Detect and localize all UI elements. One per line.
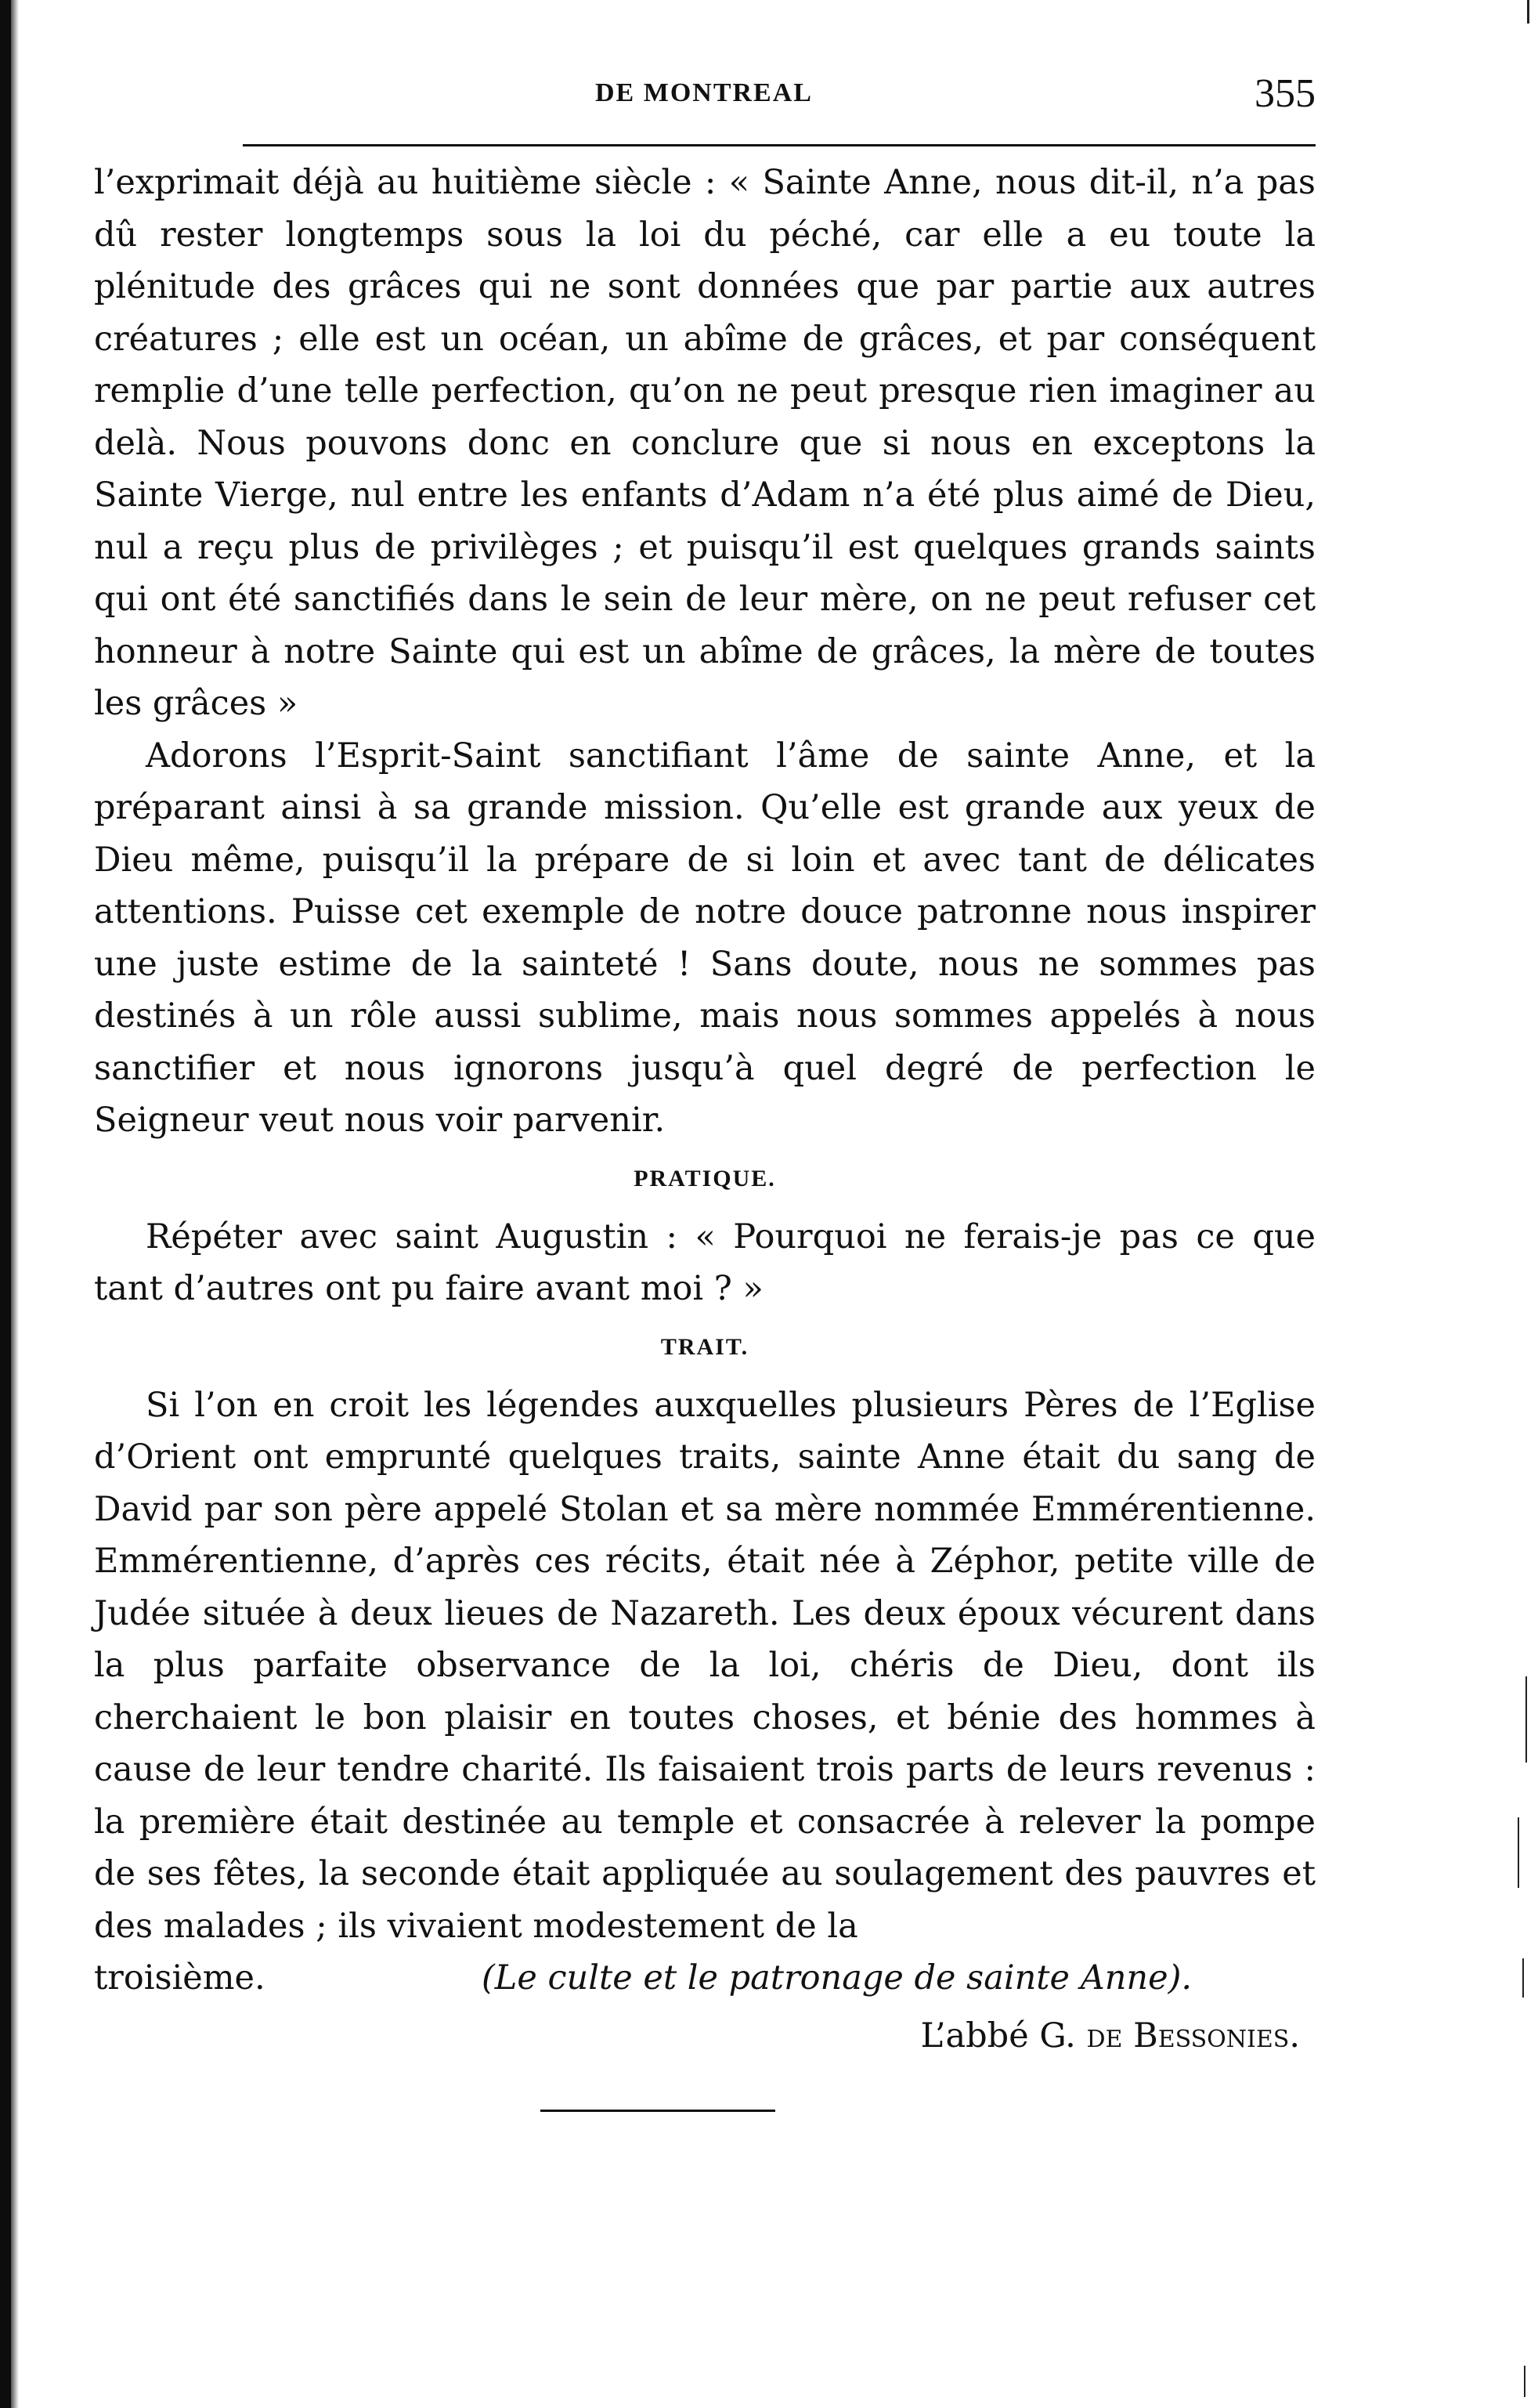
end-rule	[540, 2110, 775, 2112]
running-head	[94, 63, 1316, 157]
source-citation: (Le culte et le patronage de sainte Anne).	[482, 1958, 1193, 1998]
citation-line	[94, 1952, 1316, 2005]
author-signature	[94, 2005, 1316, 2067]
trait-last-word: troisième.	[94, 1958, 265, 1998]
heading-pratique: PRATIQUE.	[634, 1165, 776, 1191]
text-block	[94, 157, 1316, 2112]
running-title: DE MONTREAL	[595, 78, 813, 107]
header-rule	[243, 144, 1316, 146]
paragraph-pratique: Répéter avec saint Augustin : « Pourquoi ne ferais-je pas ce que tant d’autres ont pu faire avant moi ? »	[94, 1217, 1316, 1308]
paragraph-quotation: l’exprimait déjà au huitième siècle : « Sainte Anne, nous dit-il, n’a pas dû rester longtemps sous la loi du péché, car elle a eu toute la plénitude des grâces qui ne sont données que par partie aux autres créatures ; elle est un océan, un abîme de grâces, et par conséquent remplie d’une telle perfection, qu’on ne peut presque rien imaginer au delà. Nous pouvons donc en conclure que si nous en exceptons la Sainte Vierge, nul entre les enfants d’Adam n’a été plus aimé de Dieu, nul a reçu plus de privilèges ; et puisqu’il est quelques grands saints qui ont été sanctifiés dans le sein de leur mère, on ne peut refuser cet honneur à notre Sainte qui est un abîme de grâces, la mère de toutes les grâces »	[94, 163, 1316, 723]
paragraph-trait: Si l’on en croit les légendes auxquelles plusieurs Pères de l’Eglise d’Orient ont emprunté quelques traits, sainte Anne était du sang de David par son père appelé Stolan et sa mère nommée Emmérentienne. Emmérentienne, d’après ces récits, était née à Zéphor, petite ville de Judée située à deux lieues de Nazareth. Les deux époux vécurent dans la plus parfaite observance de la loi, chéris de Dieu, dont ils cherchaient le bon plaisir en toutes choses, et bénie des hommes à cause de leur tendre charité. Ils faisaient trois parts de leurs revenus : la première était destinée au temple et consacrée à relever la pompe de ses fêtes, la seconde était appliquée au soulagement des pauvres et des malades ; ils vivaient modestement de la	[94, 1385, 1316, 1946]
margin-mark	[1522, 1958, 1524, 1998]
signature-lead: L’abbé G.	[920, 2016, 1087, 2055]
margin-mark	[1518, 1817, 1519, 1888]
binding-shadow	[11, 0, 19, 2408]
page-number: 355	[1255, 71, 1316, 116]
margin-mark	[1525, 1676, 1527, 1763]
book-page	[94, 63, 1316, 2112]
margin-mark	[1524, 2366, 1525, 2397]
heading-trait: TRAIT.	[660, 1333, 749, 1360]
signature-name: de Bessonies.	[1086, 2016, 1300, 2055]
margin-mark	[1527, 0, 1529, 24]
book-binding-edge	[0, 0, 11, 2408]
paragraph-meditation: Adorons l’Esprit-Saint sanctifiant l’âme de sainte Anne, et la préparant ainsi à sa grande mission. Qu’elle est grande aux yeux de Dieu même, puisqu’il la prépare de si loin et avec tant de délicates attentions. Puisse cet exemple de notre douce patronne nous inspirer une juste estime de la sainteté ! Sans doute, nous ne sommes pas destinés à un rôle aussi sublime, mais nous sommes appelés à nous sanctifier et nous ignorons jusqu’à quel degré de perfection le Seigneur veut nous voir parvenir.	[94, 736, 1316, 1140]
